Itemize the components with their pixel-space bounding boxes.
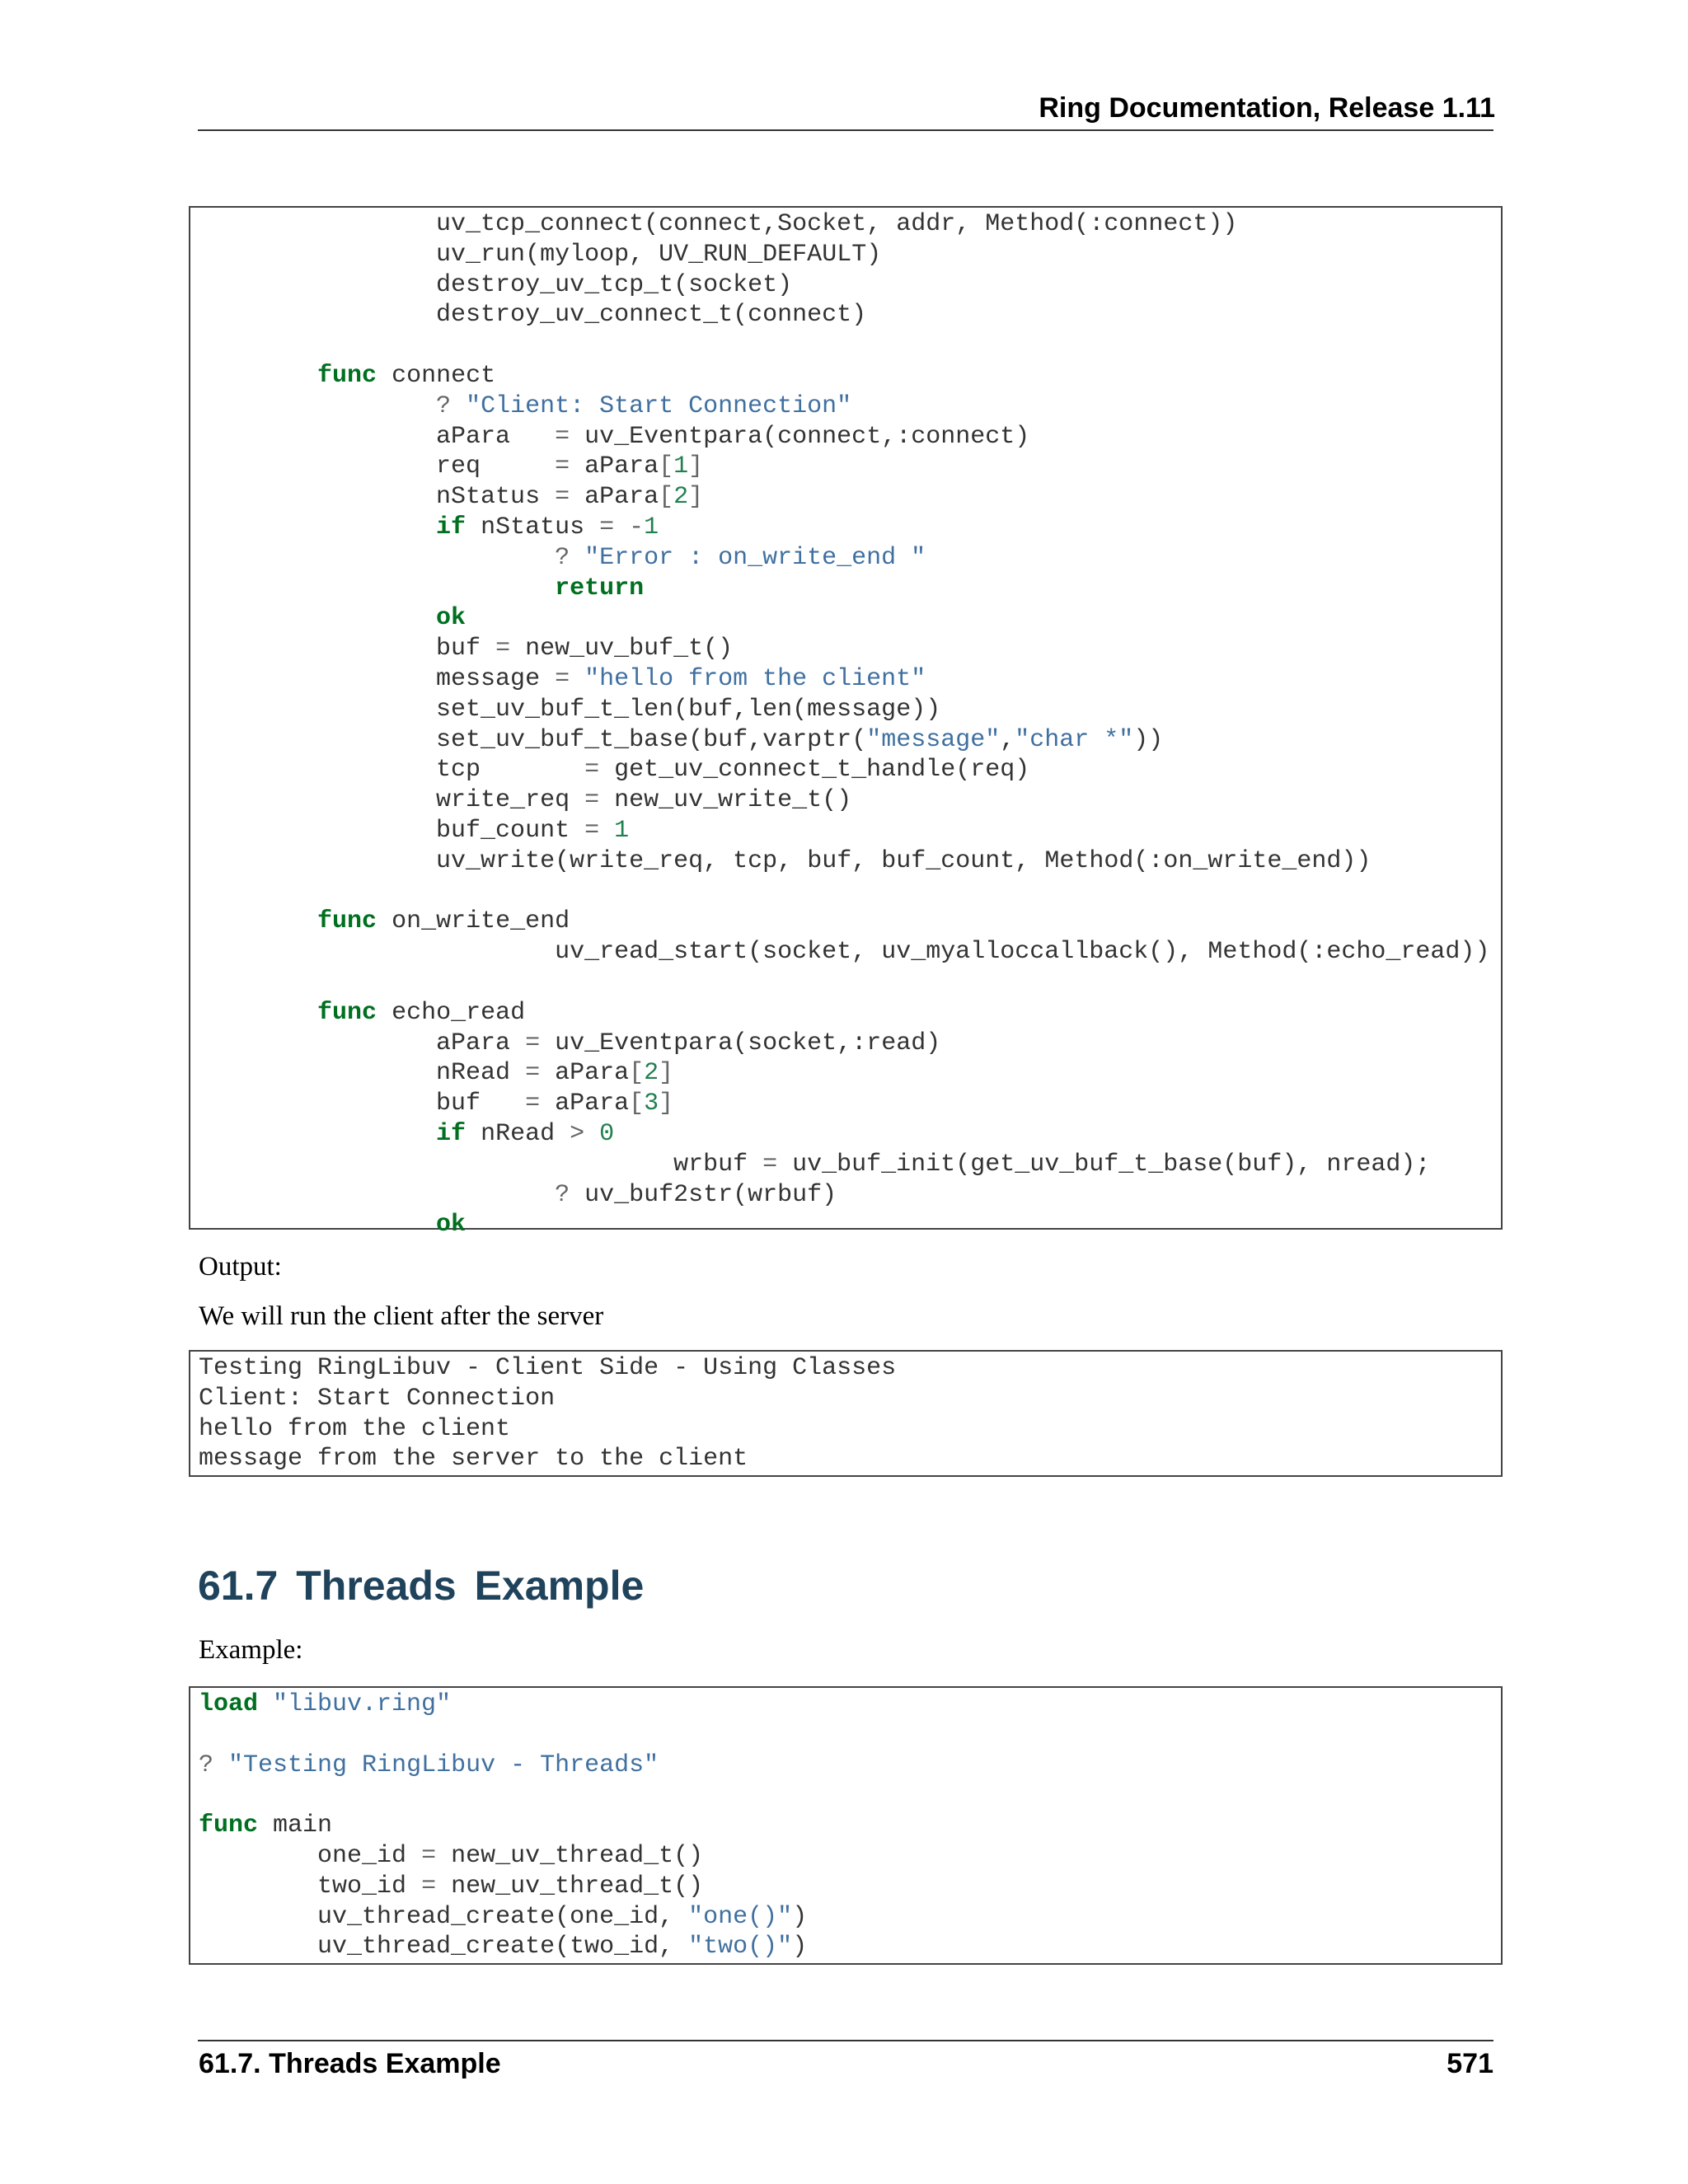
code-line: ? uv_buf2str(wrbuf) — [555, 1180, 837, 1209]
code-line: uv_thread_create(one_id, "one()") — [317, 1902, 808, 1931]
code-line: return — [555, 574, 645, 602]
code-line: if nStatus = -1 — [436, 513, 659, 541]
code-line: uv_tcp_connect(connect,Socket, addr, Method(:connect)) — [436, 210, 1238, 238]
code-line: uv_write(write_req, tcp, buf, buf_count, Method(:on_write_end)) — [436, 846, 1372, 875]
code-line: buf = new_uv_buf_t() — [436, 635, 734, 663]
page-header-title: Ring Documentation, Release 1.11 — [1039, 92, 1495, 124]
code-listing — [190, 208, 1501, 1240]
code-line: req = aPara[1] — [436, 452, 704, 481]
code-line: ? "Testing RingLibuv - Threads" — [199, 1750, 659, 1779]
run-note: We will run the client after the server — [199, 1301, 604, 1331]
code-line: set_uv_buf_t_len(buf,len(message)) — [436, 695, 941, 724]
code-line: load "libuv.ring" — [199, 1690, 452, 1718]
code-line: uv_run(myloop, UV_RUN_DEFAULT) — [436, 240, 882, 269]
code-line: wrbuf = uv_buf_init(get_uv_buf_t_base(buf), nread); — [673, 1150, 1431, 1179]
code-line: if nRead > 0 — [436, 1119, 615, 1148]
code-line: destroy_uv_connect_t(connect) — [436, 301, 867, 330]
code-block-threads — [189, 1686, 1503, 1965]
code-line: set_uv_buf_t_base(buf,varptr("message","char *")) — [436, 725, 1164, 754]
code-line: uv_read_start(socket, uv_myalloccallback(), Method(:echo_read)) — [555, 938, 1490, 967]
code-line: message = "hello from the client" — [436, 664, 926, 693]
code-line: Client: Start Connection — [199, 1384, 556, 1413]
output-label: Output: — [199, 1252, 282, 1282]
code-line: two_id = new_uv_thread_t() — [317, 1872, 704, 1900]
code-line: ok — [436, 1211, 467, 1240]
code-line: tcp = get_uv_connect_t_handle(req) — [436, 756, 1030, 785]
code-line: ok — [436, 604, 467, 633]
code-line: uv_thread_create(two_id, "two()") — [317, 1933, 808, 1961]
footer-section: 61.7. Threads Example — [199, 2048, 501, 2079]
code-line: nRead = aPara[2] — [436, 1059, 674, 1088]
code-line: buf = aPara[3] — [436, 1090, 674, 1118]
section-heading — [198, 1562, 644, 1610]
page-number: 571 — [1447, 2048, 1493, 2079]
code-line: write_req = new_uv_write_t() — [436, 786, 852, 815]
code-line: message from the server to the client — [199, 1445, 748, 1474]
code-line: ? "Client: Start Connection" — [436, 391, 852, 420]
output-block — [189, 1350, 1503, 1477]
section-title-text: Threads Example — [296, 1563, 645, 1609]
code-block-client — [189, 206, 1503, 1240]
code-line: func echo_read — [317, 998, 526, 1027]
code-line: aPara = uv_Eventpara(socket,:read) — [436, 1029, 941, 1057]
code-listing — [190, 1688, 1501, 1962]
code-line: ? "Error : on_write_end " — [555, 543, 926, 572]
section-number: 61.7 — [198, 1563, 279, 1609]
code-line: nStatus = aPara[2] — [436, 483, 704, 512]
code-line: buf_count = 1 — [436, 816, 630, 845]
code-line: func connect — [317, 361, 496, 390]
code-line: destroy_uv_tcp_t(socket) — [436, 270, 793, 299]
code-line: Testing RingLibuv - Client Side - Using Classes — [199, 1354, 897, 1382]
code-line: aPara = uv_Eventpara(connect,:connect) — [436, 422, 1030, 451]
example-label: Example: — [199, 1635, 303, 1665]
output-listing — [190, 1352, 1501, 1474]
code-line: func on_write_end — [317, 907, 570, 936]
code-line: func main — [199, 1811, 333, 1840]
footer-divider — [198, 2040, 1493, 2041]
code-line: hello from the client — [199, 1414, 511, 1443]
code-line: one_id = new_uv_thread_t() — [317, 1841, 704, 1870]
header-divider — [198, 129, 1493, 131]
